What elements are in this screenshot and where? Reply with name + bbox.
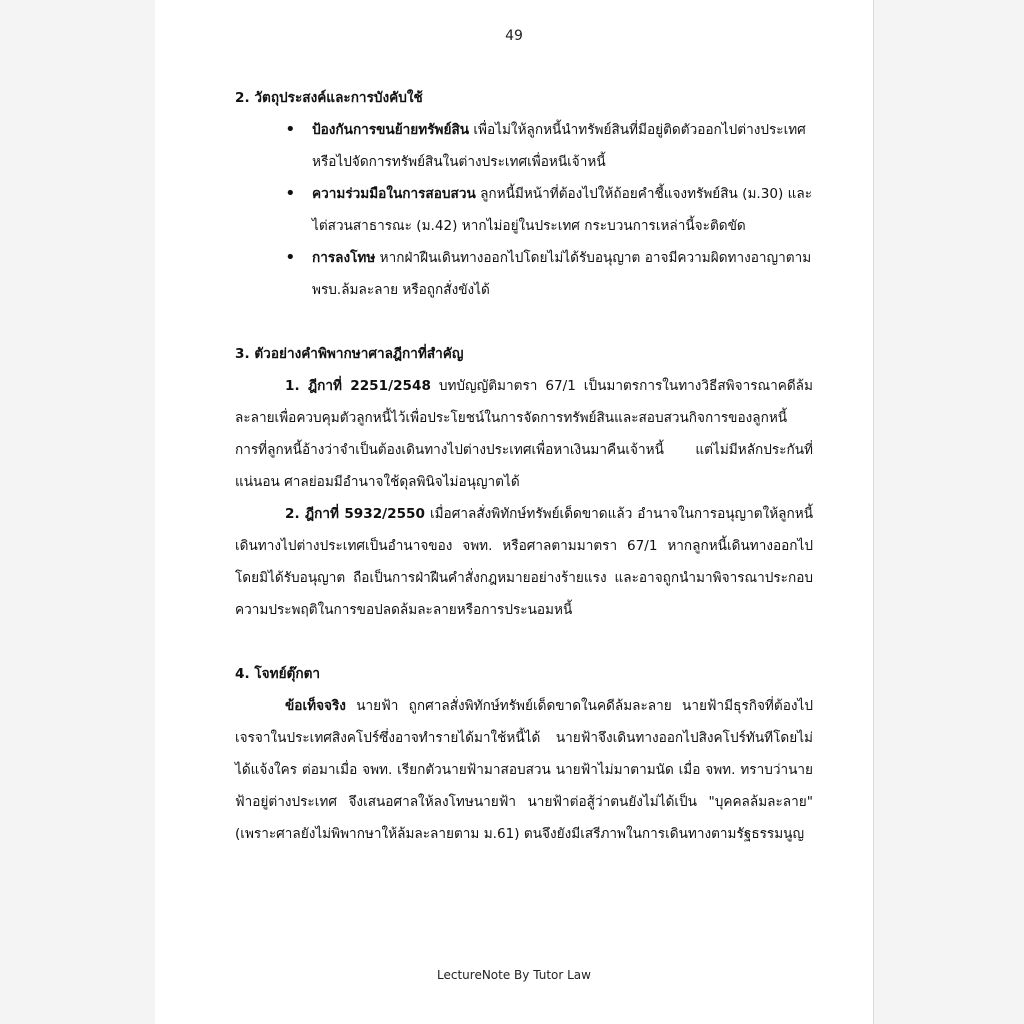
case-text: บทบัญญัติมาตรา 67/1 เป็นมาตรการในทางวิธีสพิจารณาคดีล้มละลายเพื่อควบคุมตัวลูกหนี้ไว้เพื่อประโยชน์ในการจัดการทรัพย์สินและสอบสวนกิจการของลูกหนี้ การที่ลูกหนี้อ้างว่าจำเป็นต้องเดินทางไปต่างประเทศเพื่อหาเงินมาคืนเจ้าหนี้ แต่ไม่มีหลักประกันที่แน่นอน ศาลย่อมมีอำนาจใช้ดุลพินิจไม่อนุญาตได้ [235,378,813,490]
bullet-text: ลูกหนี้มีหน้าที่ต้องไปให้ถ้อยคำชี้แจงทรัพย์สิน (ม.30) และไต่สวนสาธารณะ (ม.42) หากไม่อยู่ในประเทศ กระบวนการเหล่านี้จะติดขัด [312,186,813,234]
facts-label: ข้อเท็จจริง [285,698,346,714]
bullet-item [235,178,813,242]
section-2-bullet-list [235,114,813,306]
document-page [155,0,873,1024]
bullet-text: เพื่อไม่ให้ลูกหนี้นำทรัพย์สินที่มีอยู่ติดตัวออกไปต่างประเทศ หรือไปจัดการทรัพย์สินในต่างประเทศเพื่อหนีเจ้าหนี้ [312,122,806,170]
case-title: 1. ฎีกาที่ 2251/2548 [285,378,431,394]
section-4-heading: 4. โจทย์ตุ๊กตา [235,666,321,682]
page-footer: LectureNote By Tutor Law [437,968,591,982]
facts-paragraph [235,690,813,850]
bullet-item [235,114,813,178]
page-content [235,82,813,850]
bullet-term: ป้องกันการขนย้ายทรัพย์สิน [312,122,470,138]
bullet-term: การลงโทษ [312,250,376,266]
case-title: 2. ฎีกาที่ 5932/2550 [285,506,425,522]
section-2-heading: 2. วัตถุประสงค์และการบังคับใช้ [235,90,423,106]
case-paragraph [235,498,813,626]
case-paragraph [235,370,813,498]
facts-text: นายฟ้า ถูกศาลสั่งพิทักษ์ทรัพย์เด็ดขาดในคดีล้มละลาย นายฟ้ามีธุรกิจที่ต้องไปเจรจาในประเทศสิงคโปร์ซึ่งอาจทำรายได้มาใช้หนี้ได้ นายฟ้าจึงเดินทางออกไปสิงคโปร์ทันทีโดยไม่ได้แจ้งใคร ต่อมาเมื่อ จพท. เรียกตัวนายฟ้ามาสอบสวน นายฟ้าไม่มาตามนัด เมื่อ จพท. ทราบว่านายฟ้าอยู่ต่างประเทศ จึงเสนอศาลให้ลงโทษนายฟ้า นายฟ้าต่อสู้ว่าตนยังไม่ได้เป็น "บุคคลล้มละลาย" (เพราะศาลยังไม่พิพากษาให้ล้มละลายตาม ม.61) ตนจึงยังมีเสรีภาพในการเดินทางตามรัฐธรรมนูญ [235,698,813,842]
case-text: เมื่อศาลสั่งพิทักษ์ทรัพย์เด็ดขาดแล้ว อำนาจในการอนุญาตให้ลูกหนี้เดินทางไปต่างประเทศเป็นอำนาจของ จพท. หรือศาลตามมาตรา 67/1 หากลูกหนี้เดินทางออกไปโดยมิได้รับอนุญาต ถือเป็นการฝ่าฝืนคำสั่งกฎหมายอย่างร้ายแรง และอาจถูกนำมาพิจารณาประกอบความประพฤติในการขอปลดล้มละลายหรือการประนอมหนี้ [235,506,813,618]
section-3-heading: 3. ตัวอย่างคำพิพากษาศาลฎีกาที่สำคัญ [235,346,464,362]
bullet-item [235,242,813,306]
bullet-text: หากฝ่าฝืนเดินทางออกไปโดยไม่ได้รับอนุญาต อาจมีความผิดทางอาญาตาม พรบ.ล้มละลาย หรือถูกสั่งขังได้ [312,250,812,298]
page-number: 49 [505,28,523,44]
bullet-term: ความร่วมมือในการสอบสวน [312,186,476,202]
